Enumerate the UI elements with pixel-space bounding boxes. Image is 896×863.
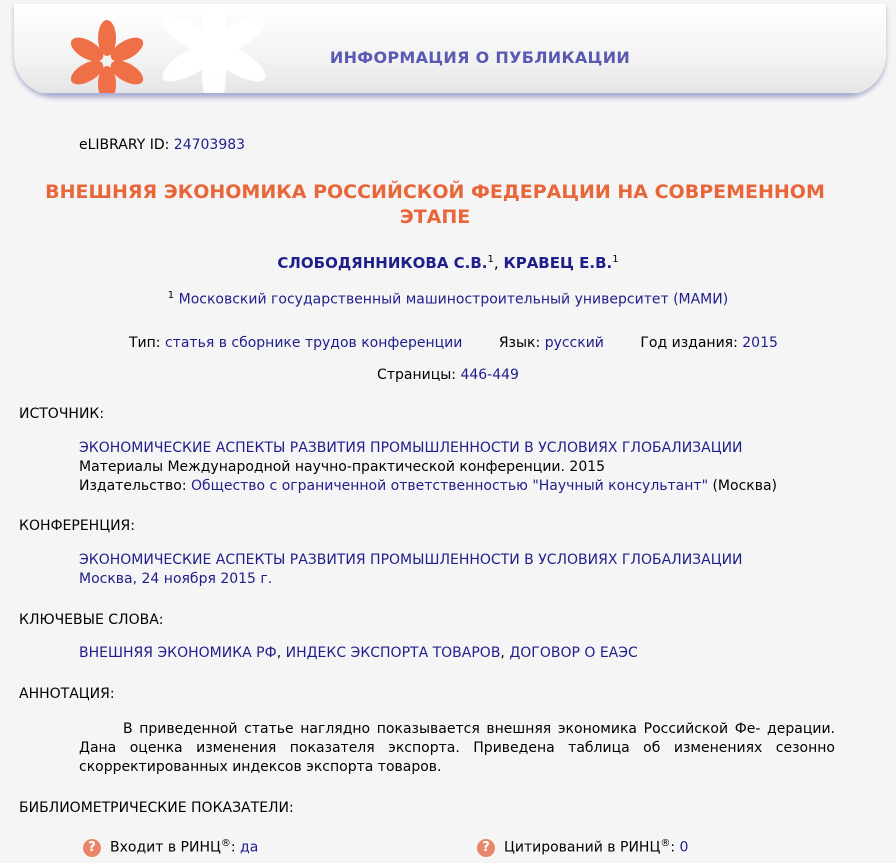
header-banner bbox=[0, 0, 896, 104]
annotation-text: В приведенной статье наглядно показывается внешняя экономика Российской Фе- дерации. Дана оценка изменения показателя экспорта. Приведена таблица об изменениях сезонно скорректированных индексов экспорта товаров. bbox=[79, 721, 835, 775]
rinc-included-value[interactable]: да bbox=[240, 839, 259, 856]
author-link[interactable]: СЛОБОДЯННИКОВА С.В. bbox=[277, 254, 488, 272]
keyword-link[interactable]: ДОГОВОР О ЕАЭС bbox=[509, 645, 638, 661]
publication-meta-row bbox=[129, 335, 778, 351]
year-value-link[interactable]: 2015 bbox=[742, 335, 778, 351]
keywords-heading: КЛЮЧЕВЫЕ СЛОВА: bbox=[19, 612, 164, 628]
elibrary-id-row bbox=[79, 137, 245, 153]
source-title-link[interactable]: ЭКОНОМИЧЕСКИЕ АСПЕКТЫ РАЗВИТИЯ ПРОМЫШЛЕННОСТИ В УСЛОВИЯХ ГЛОБАЛИЗАЦИИ bbox=[79, 440, 743, 456]
annotation-heading: АННОТАЦИЯ: bbox=[19, 686, 115, 702]
affiliation-sup: 1 bbox=[167, 290, 175, 301]
keyword-link[interactable]: ВНЕШНЯЯ ЭКОНОМИКА РФ bbox=[79, 645, 277, 661]
type-value-link[interactable]: статья в сборнике трудов конференции bbox=[164, 335, 463, 351]
pages-value: 446-449 bbox=[460, 367, 519, 383]
header-box bbox=[14, 4, 886, 95]
authors-row: СЛОБОДЯННИКОВА С.В.$^1$, КРАВЕЦ Е.В.$^1$ bbox=[277, 254, 619, 272]
source-subtitle: Материалы Международной научно-практической конференции. 2015 bbox=[79, 459, 606, 475]
author-link[interactable]: КРАВЕЦ Е.В. bbox=[503, 254, 613, 272]
elibrary-id-label: eLIBRARY ID: bbox=[79, 137, 170, 153]
publisher-city: (Москва) bbox=[712, 478, 778, 494]
conference-place-date-link[interactable]: Москва, 24 ноября 2015 г. bbox=[79, 571, 273, 587]
keywords-list: ВНЕШНЯЯ ЭКОНОМИКА РФ, ИНДЕКС ЭКСПОРТА ТОВАРОВ, ДОГОВОР О ЕАЭС bbox=[79, 645, 638, 661]
rinc-included-row: ? Входит в РИНЦ®: да bbox=[83, 838, 258, 857]
publisher-label: Издательство: bbox=[79, 478, 187, 494]
rinc-citations-label: Цитирований в РИНЦ bbox=[504, 839, 661, 856]
header-title: ИНФОРМАЦИЯ О ПУБЛИКАЦИИ bbox=[329, 48, 631, 67]
author-affil-sup: 1 bbox=[612, 254, 619, 265]
source-heading: ИСТОЧНИК: bbox=[19, 406, 105, 422]
language-value-link[interactable]: русский bbox=[544, 335, 604, 351]
affiliation-link[interactable]: Московский государственный машиностроительный университет (МАМИ) bbox=[178, 291, 729, 308]
publisher-link[interactable]: Общество с ограниченной ответственностью "Научный консультант" bbox=[190, 478, 709, 494]
pages-row bbox=[0, 367, 896, 383]
bibliometrics-heading: БИБЛИОМЕТРИЧЕСКИЕ ПОКАЗАТЕЛИ: bbox=[19, 800, 294, 816]
rinc-citations-value[interactable]: 0 bbox=[679, 839, 689, 856]
publication-title: ВНЕШНЯЯ ЭКОНОМИКА РОССИЙСКОЙ ФЕДЕРАЦИИ НА СОВРЕМЕННОМ ЭТАПЕ bbox=[45, 181, 825, 228]
conference-title-link[interactable]: ЭКОНОМИЧЕСКИЕ АСПЕКТЫ РАЗВИТИЯ ПРОМЫШЛЕННОСТИ В УСЛОВИЯХ ГЛОБАЛИЗАЦИИ bbox=[79, 552, 743, 568]
source-block bbox=[79, 439, 777, 496]
author-affil-sup: 1 bbox=[487, 254, 494, 265]
keyword-link[interactable]: ИНДЕКС ЭКСПОРТА ТОВАРОВ bbox=[285, 645, 501, 661]
help-icon[interactable]: ? bbox=[83, 839, 101, 857]
language-label: Язык: bbox=[498, 335, 541, 351]
pages-label: Страницы: bbox=[377, 367, 456, 383]
type-label: Тип: bbox=[129, 335, 161, 351]
year-label: Год издания: bbox=[640, 335, 738, 351]
rinc-included-label: Входит в РИНЦ bbox=[110, 839, 221, 856]
affiliation-row bbox=[0, 290, 896, 308]
elibrary-id-link[interactable]: 24703983 bbox=[173, 137, 246, 153]
help-icon[interactable]: ? bbox=[477, 839, 495, 857]
conference-block bbox=[79, 551, 743, 589]
conference-heading: КОНФЕРЕНЦИЯ: bbox=[19, 518, 135, 534]
rinc-citations-row: ? Цитирований в РИНЦ®: 0 bbox=[477, 838, 688, 857]
